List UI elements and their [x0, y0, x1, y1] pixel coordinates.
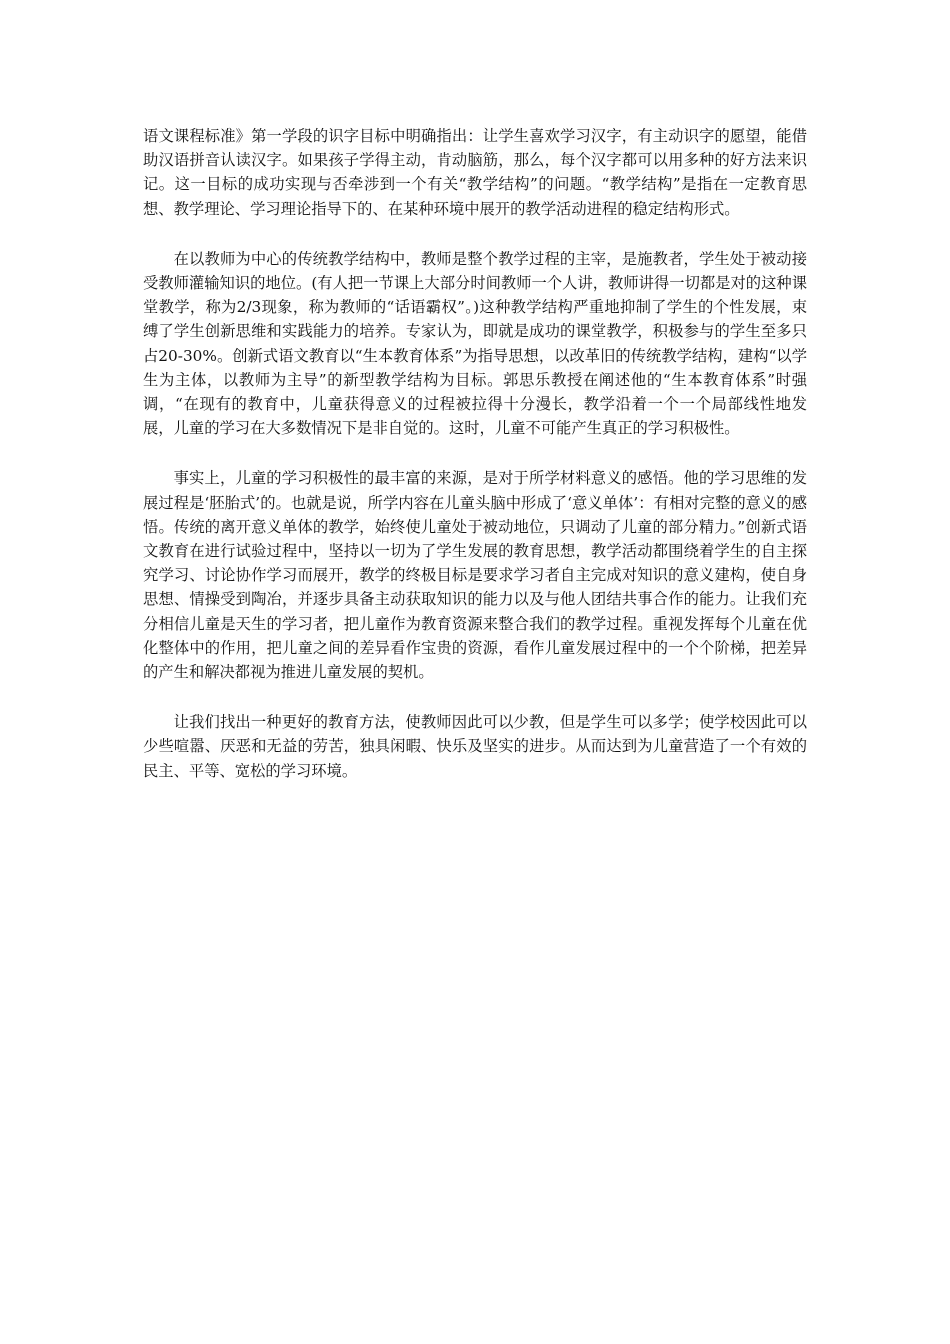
- paragraph-4: 让我们找出一种更好的教育方法，使教师因此可以少教，但是学生可以多学；使学校因此可以少些喧嚣、厌恶和无益的劳苦，独具闲暇、快乐及坚实的进步。从而达到为儿童营造了一个有效的民主、平等、宽松的学习环境。: [143, 713, 807, 780]
- document-body: [143, 124, 807, 809]
- paragraph-1: 语文课程标准》第一学段的识字目标中明确指出：让学生喜欢学习汉字，有主动识字的愿望，能借助汉语拼音认读汉字。如果孩子学得主动，肯动脑筋，那么，每个汉字都可以用多种的好方法来识记。这一目标的成功实现与否牵涉到一个有关“教学结构”的问题。“教学结构”是指在一定教育思想、教学理论、学习理论指导下的、在某种环境中展开的教学活动进程的稳定结构形式。: [143, 127, 807, 218]
- paragraph-3: 事实上，儿童的学习积极性的最丰富的来源，是对于所学材料意义的感悟。他的学习思维的发展过程是‘胚胎式’的。也就是说，所学内容在儿童头脑中形成了‘意义单体’：有相对完整的意义的感悟。传统的离开意义单体的教学，始终使儿童处于被动地位，只调动了儿童的部分精力。”创新式语文教育在进行试验过程中，坚持以一切为了学生发展的教育思想，教学活动都围绕着学生的自主探究学习、讨论协作学习而展开，教学的终极目标是要求学习者自主完成对知识的意义建构，使自身思想、情操受到陶冶，并逐步具备主动获取知识的能力以及与他人团结共事合作的能力。让我们充分相信儿童是天生的学习者，把儿童作为教育资源来整合我们的教学过程。重视发挥每个儿童在优化整体中的作用，把儿童之间的差异看作宝贵的资源，看作儿童发展过程中的一个个阶梯，把差异的产生和解决都视为推进儿童发展的契机。: [143, 469, 807, 682]
- paragraph-2: 在以教师为中心的传统教学结构中，教师是整个教学过程的主宰，是施教者，学生处于被动接受教师灌输知识的地位。(有人把一节课上大部分时间教师一个人讲，教师讲得一切都是对的这种课堂教学，称为2/3现象，称为教师的“话语霸权”。)这种教学结构严重地抑制了学生的个性发展，束缚了学生创新思维和实践能力的培养。专家认为，即就是成功的课堂教学，积极参与的学生至多只占20-30%。创新式语文教育以“生本教育体系”为指导思想，以改革旧的传统教学结构，建构“以学生为主体，以教师为主导”的新型教学结构为目标。郭思乐教授在阐述他的“生本教育体系”时强调，“在现有的教育中，儿童获得意义的过程被拉得十分漫长，教学沿着一个一个局部线性地发展，儿童的学习在大多数情况下是非自觉的。这时，儿童不可能产生真正的学习积极性。: [143, 249, 807, 438]
